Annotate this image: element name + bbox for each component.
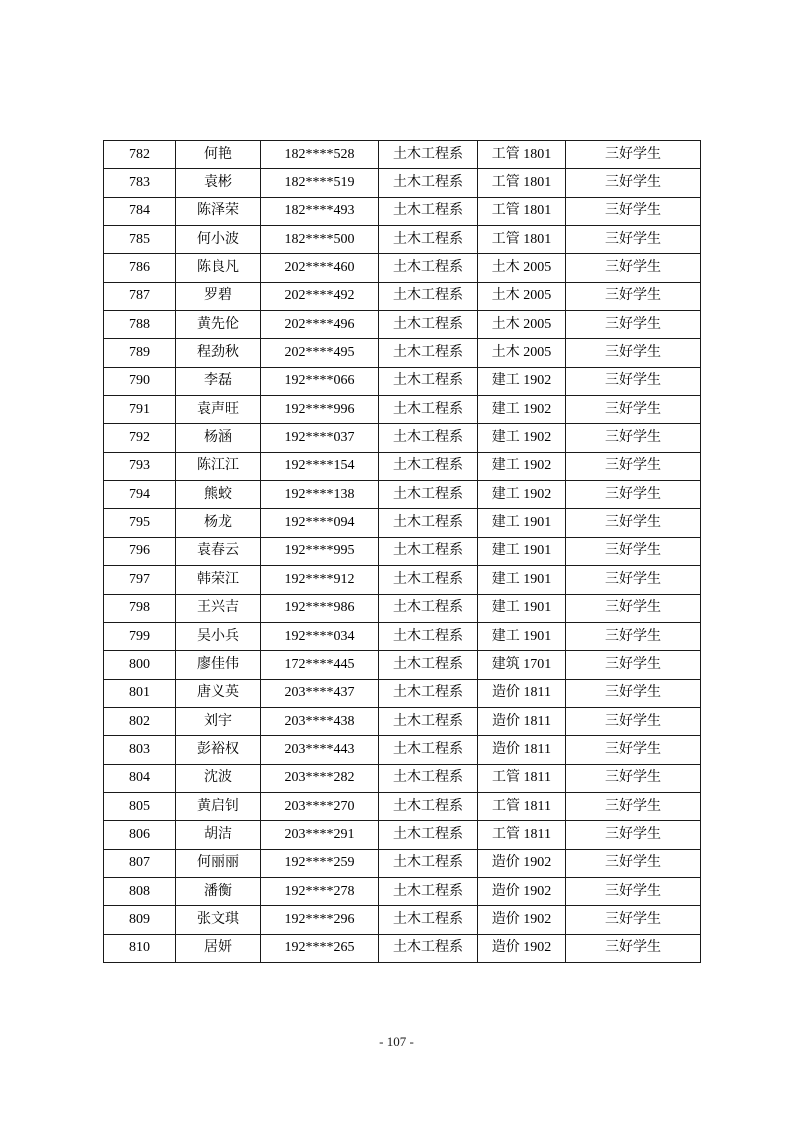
- cell-department: 土木工程系: [379, 254, 478, 282]
- cell-index: 810: [104, 934, 176, 962]
- cell-class: 建工 1902: [478, 424, 566, 452]
- cell-department: 土木工程系: [379, 821, 478, 849]
- cell-award: 三好学生: [566, 141, 701, 169]
- cell-name: 彭裕权: [176, 736, 261, 764]
- table-row: [104, 141, 701, 169]
- table-row: [104, 481, 701, 509]
- cell-class: 造价 1902: [478, 877, 566, 905]
- cell-class: 土木 2005: [478, 282, 566, 310]
- award-table: [103, 140, 701, 963]
- cell-award: 三好学生: [566, 877, 701, 905]
- cell-index: 795: [104, 509, 176, 537]
- cell-student-id: 203****270: [261, 792, 379, 820]
- cell-class: 建工 1901: [478, 594, 566, 622]
- cell-student-id: 192****259: [261, 849, 379, 877]
- table-row: [104, 169, 701, 197]
- cell-student-id: 192****265: [261, 934, 379, 962]
- table-row: [104, 792, 701, 820]
- cell-name: 居妍: [176, 934, 261, 962]
- cell-department: 土木工程系: [379, 707, 478, 735]
- cell-index: 783: [104, 169, 176, 197]
- cell-index: 806: [104, 821, 176, 849]
- cell-index: 785: [104, 226, 176, 254]
- cell-department: 土木工程系: [379, 877, 478, 905]
- cell-class: 建工 1902: [478, 452, 566, 480]
- cell-index: 784: [104, 197, 176, 225]
- cell-department: 土木工程系: [379, 396, 478, 424]
- cell-student-id: 182****528: [261, 141, 379, 169]
- cell-class: 建工 1901: [478, 566, 566, 594]
- cell-class: 建工 1902: [478, 367, 566, 395]
- table-row: [104, 594, 701, 622]
- cell-student-id: 203****443: [261, 736, 379, 764]
- cell-department: 土木工程系: [379, 934, 478, 962]
- cell-name: 程劲秋: [176, 339, 261, 367]
- cell-name: 何小波: [176, 226, 261, 254]
- cell-name: 王兴吉: [176, 594, 261, 622]
- cell-class: 造价 1902: [478, 906, 566, 934]
- cell-department: 土木工程系: [379, 282, 478, 310]
- cell-class: 工管 1801: [478, 141, 566, 169]
- cell-award: 三好学生: [566, 679, 701, 707]
- cell-department: 土木工程系: [379, 736, 478, 764]
- table-row: [104, 424, 701, 452]
- cell-class: 造价 1811: [478, 679, 566, 707]
- cell-class: 土木 2005: [478, 311, 566, 339]
- cell-award: 三好学生: [566, 367, 701, 395]
- cell-index: 801: [104, 679, 176, 707]
- cell-name: 罗碧: [176, 282, 261, 310]
- cell-class: 造价 1811: [478, 736, 566, 764]
- cell-student-id: 203****438: [261, 707, 379, 735]
- cell-student-id: 192****278: [261, 877, 379, 905]
- cell-name: 唐义英: [176, 679, 261, 707]
- cell-award: 三好学生: [566, 509, 701, 537]
- table-row: [104, 736, 701, 764]
- cell-student-id: 192****912: [261, 566, 379, 594]
- cell-index: 793: [104, 452, 176, 480]
- table-row: [104, 537, 701, 565]
- cell-award: 三好学生: [566, 651, 701, 679]
- cell-index: 792: [104, 424, 176, 452]
- cell-name: 陈江江: [176, 452, 261, 480]
- cell-student-id: 202****495: [261, 339, 379, 367]
- cell-name: 熊蛟: [176, 481, 261, 509]
- cell-name: 袁彬: [176, 169, 261, 197]
- table-row: [104, 934, 701, 962]
- cell-department: 土木工程系: [379, 537, 478, 565]
- cell-student-id: 192****996: [261, 396, 379, 424]
- cell-index: 782: [104, 141, 176, 169]
- table-row: [104, 622, 701, 650]
- cell-name: 袁声旺: [176, 396, 261, 424]
- cell-index: 804: [104, 764, 176, 792]
- table-row: [104, 679, 701, 707]
- cell-award: 三好学生: [566, 537, 701, 565]
- cell-name: 陈泽荣: [176, 197, 261, 225]
- cell-department: 土木工程系: [379, 141, 478, 169]
- table-row: [104, 651, 701, 679]
- cell-class: 造价 1902: [478, 849, 566, 877]
- cell-department: 土木工程系: [379, 226, 478, 254]
- cell-class: 建工 1901: [478, 622, 566, 650]
- table-row: [104, 367, 701, 395]
- cell-award: 三好学生: [566, 707, 701, 735]
- cell-index: 791: [104, 396, 176, 424]
- cell-index: 803: [104, 736, 176, 764]
- cell-index: 798: [104, 594, 176, 622]
- cell-award: 三好学生: [566, 282, 701, 310]
- cell-name: 张文琪: [176, 906, 261, 934]
- cell-index: 802: [104, 707, 176, 735]
- cell-name: 吴小兵: [176, 622, 261, 650]
- cell-department: 土木工程系: [379, 566, 478, 594]
- cell-award: 三好学生: [566, 764, 701, 792]
- table-row: [104, 226, 701, 254]
- cell-class: 工管 1811: [478, 764, 566, 792]
- cell-student-id: 172****445: [261, 651, 379, 679]
- cell-name: 韩荣江: [176, 566, 261, 594]
- cell-index: 790: [104, 367, 176, 395]
- cell-student-id: 182****500: [261, 226, 379, 254]
- cell-department: 土木工程系: [379, 452, 478, 480]
- cell-name: 陈良凡: [176, 254, 261, 282]
- cell-class: 建筑 1701: [478, 651, 566, 679]
- table-row: [104, 906, 701, 934]
- cell-student-id: 192****296: [261, 906, 379, 934]
- cell-index: 805: [104, 792, 176, 820]
- cell-name: 廖佳伟: [176, 651, 261, 679]
- cell-student-id: 203****437: [261, 679, 379, 707]
- cell-award: 三好学生: [566, 566, 701, 594]
- cell-department: 土木工程系: [379, 906, 478, 934]
- cell-department: 土木工程系: [379, 424, 478, 452]
- page-number: - 107 -: [379, 1034, 414, 1049]
- table-row: [104, 254, 701, 282]
- cell-department: 土木工程系: [379, 339, 478, 367]
- cell-department: 土木工程系: [379, 509, 478, 537]
- cell-index: 799: [104, 622, 176, 650]
- cell-award: 三好学生: [566, 594, 701, 622]
- cell-class: 工管 1801: [478, 169, 566, 197]
- cell-award: 三好学生: [566, 424, 701, 452]
- cell-award: 三好学生: [566, 622, 701, 650]
- cell-department: 土木工程系: [379, 311, 478, 339]
- cell-class: 建工 1902: [478, 481, 566, 509]
- table-row: [104, 821, 701, 849]
- table-row: [104, 339, 701, 367]
- cell-class: 建工 1902: [478, 396, 566, 424]
- cell-student-id: 192****066: [261, 367, 379, 395]
- cell-award: 三好学生: [566, 339, 701, 367]
- cell-index: 789: [104, 339, 176, 367]
- cell-name: 李磊: [176, 367, 261, 395]
- cell-name: 胡洁: [176, 821, 261, 849]
- table-row: [104, 566, 701, 594]
- cell-award: 三好学生: [566, 169, 701, 197]
- table-row: [104, 396, 701, 424]
- cell-student-id: 202****496: [261, 311, 379, 339]
- cell-name: 黄先伦: [176, 311, 261, 339]
- cell-index: 787: [104, 282, 176, 310]
- cell-class: 工管 1801: [478, 226, 566, 254]
- cell-name: 何丽丽: [176, 849, 261, 877]
- table-row: [104, 197, 701, 225]
- cell-award: 三好学生: [566, 254, 701, 282]
- cell-name: 杨龙: [176, 509, 261, 537]
- cell-name: 杨涵: [176, 424, 261, 452]
- table-row: [104, 509, 701, 537]
- cell-index: 794: [104, 481, 176, 509]
- cell-name: 刘宇: [176, 707, 261, 735]
- cell-class: 土木 2005: [478, 254, 566, 282]
- cell-award: 三好学生: [566, 792, 701, 820]
- cell-student-id: 182****493: [261, 197, 379, 225]
- cell-department: 土木工程系: [379, 764, 478, 792]
- cell-student-id: 192****154: [261, 452, 379, 480]
- cell-award: 三好学生: [566, 849, 701, 877]
- cell-index: 807: [104, 849, 176, 877]
- table-row: [104, 452, 701, 480]
- cell-name: 何艳: [176, 141, 261, 169]
- cell-index: 797: [104, 566, 176, 594]
- cell-award: 三好学生: [566, 934, 701, 962]
- table-row: [104, 311, 701, 339]
- cell-index: 788: [104, 311, 176, 339]
- table-row: [104, 764, 701, 792]
- cell-department: 土木工程系: [379, 197, 478, 225]
- cell-student-id: 192****138: [261, 481, 379, 509]
- cell-student-id: 203****291: [261, 821, 379, 849]
- cell-class: 建工 1901: [478, 509, 566, 537]
- cell-department: 土木工程系: [379, 651, 478, 679]
- table-row: [104, 707, 701, 735]
- cell-name: 潘衡: [176, 877, 261, 905]
- cell-award: 三好学生: [566, 396, 701, 424]
- cell-name: 袁春云: [176, 537, 261, 565]
- cell-class: 造价 1902: [478, 934, 566, 962]
- cell-student-id: 203****282: [261, 764, 379, 792]
- cell-index: 808: [104, 877, 176, 905]
- cell-student-id: 182****519: [261, 169, 379, 197]
- cell-department: 土木工程系: [379, 169, 478, 197]
- cell-department: 土木工程系: [379, 594, 478, 622]
- cell-student-id: 192****995: [261, 537, 379, 565]
- cell-department: 土木工程系: [379, 849, 478, 877]
- cell-student-id: 192****094: [261, 509, 379, 537]
- cell-index: 786: [104, 254, 176, 282]
- cell-class: 工管 1801: [478, 197, 566, 225]
- cell-department: 土木工程系: [379, 679, 478, 707]
- cell-student-id: 192****034: [261, 622, 379, 650]
- table-row: [104, 282, 701, 310]
- table-row: [104, 877, 701, 905]
- cell-award: 三好学生: [566, 226, 701, 254]
- cell-department: 土木工程系: [379, 367, 478, 395]
- cell-name: 黄启钊: [176, 792, 261, 820]
- table-row: [104, 849, 701, 877]
- cell-award: 三好学生: [566, 481, 701, 509]
- cell-class: 土木 2005: [478, 339, 566, 367]
- cell-class: 造价 1811: [478, 707, 566, 735]
- cell-index: 796: [104, 537, 176, 565]
- cell-index: 809: [104, 906, 176, 934]
- award-table-body: [104, 141, 701, 963]
- cell-student-id: 192****986: [261, 594, 379, 622]
- cell-award: 三好学生: [566, 311, 701, 339]
- cell-department: 土木工程系: [379, 481, 478, 509]
- cell-award: 三好学生: [566, 452, 701, 480]
- cell-award: 三好学生: [566, 906, 701, 934]
- cell-department: 土木工程系: [379, 792, 478, 820]
- cell-index: 800: [104, 651, 176, 679]
- cell-student-id: 202****492: [261, 282, 379, 310]
- cell-class: 建工 1901: [478, 537, 566, 565]
- cell-class: 工管 1811: [478, 792, 566, 820]
- cell-name: 沈波: [176, 764, 261, 792]
- cell-student-id: 192****037: [261, 424, 379, 452]
- cell-student-id: 202****460: [261, 254, 379, 282]
- cell-award: 三好学生: [566, 736, 701, 764]
- cell-class: 工管 1811: [478, 821, 566, 849]
- cell-award: 三好学生: [566, 821, 701, 849]
- cell-department: 土木工程系: [379, 622, 478, 650]
- cell-award: 三好学生: [566, 197, 701, 225]
